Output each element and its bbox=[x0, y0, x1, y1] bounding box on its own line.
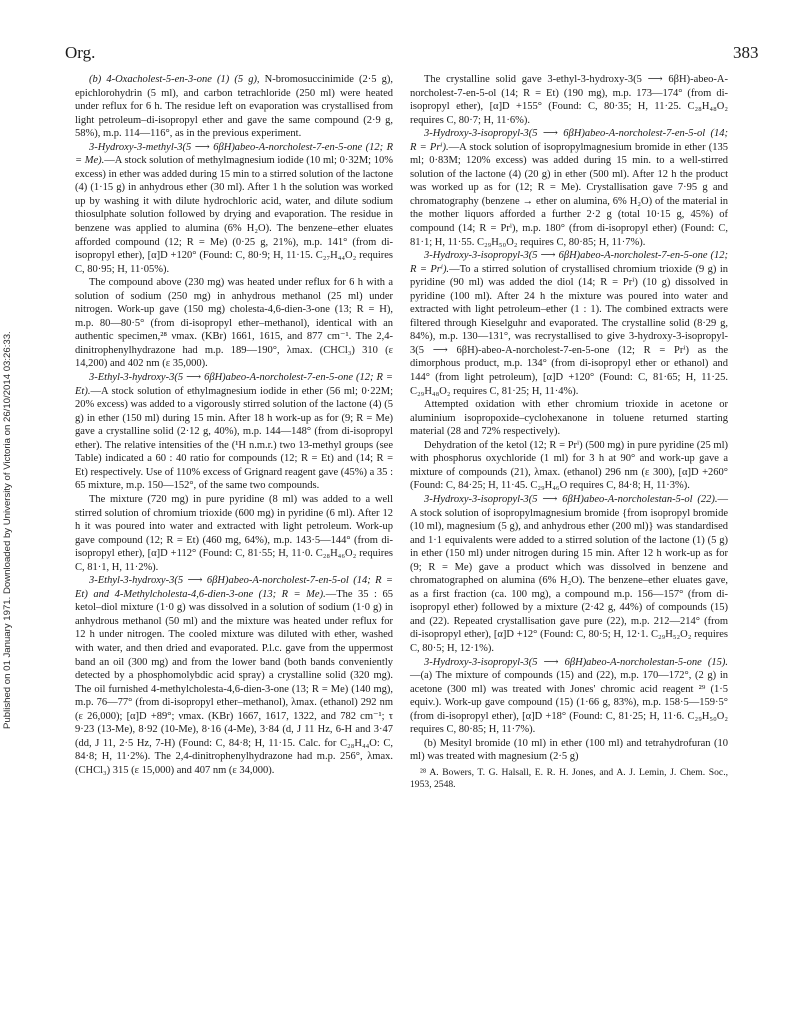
paragraph-text: —The 35 : 65 ketol–diol mixture (1·0 g) was dissolved in a solution of sodium (1·0 g) in anhydrous methanol (50 ml) and the mixture was heated under reflux for 12 h under nitrogen. The cooled mixture was diluted with ether, washed with water, and then dried and evaporated. P.l.c. gave from the uppermost band an oil (300 mg) and from the lower band (both bands conveniently detected by a phosphomolybdic acid spray) a crystalline solid (320 mg). The oil furnished 4-methylcholesta-4,6-dien-3-one (13; R = Me) (140 mg), m.p. 76—77° (from di-isopropyl ether–methanol), λmax. (ethanol) 292 nm (ε 26,000); [α]D +89°; νmax. (KBr) 1667, 1617, 1322, and 782 cm⁻¹; τ 9·23 (13-Me), 8·92 (10-Me), 8·16 (4-Me), 3·84 (d, J 11 Hz, 6-H and 3·47 (dd, J 11, 2·5 Hz, 7-H) (Found: C, 84·8; H, 11·15. Calc. for C₂₈H₄₄O: C, 84·8; H, 11·2%). The 2,4-dinitrophenylhydrazone had m.p. 256°, λmax. (CHCl₃) 315 (ε 15,000) and 407 nm (ε 34,000). bbox=[75, 588, 393, 776]
paragraph-text: —A stock solution of ethylmagnesium iodide in ether (56 ml; 0·22M; 20% excess) was added to a vigorously stirred solution of the lactone (4) (5 g) in ether (150 ml) during 15 min. After 18 h work-up as for (9; R = Me) gave a crystalline solid (2·12 g, 40%), m.p. 144—148° (from di-isopropyl ether). The relative intensities of the (¹H n.m.r.) two 13-methyl groups (see Table) indicated a 60 : 40 ratio for compounds (12; R = Et) and (14; R = Et) respectively. Use of 110% excess of Grignard reagent gave (45%) a 35 : 65 mixture, m.p. 150—152°, of the same two compounds. bbox=[75, 385, 393, 492]
paragraph bbox=[410, 127, 728, 249]
paragraph-text: (b) Mesityl bromide (10 ml) in ether (100 ml) and tetrahydrofuran (10 ml) was treated with magnesium (2·5 g) bbox=[410, 737, 728, 763]
paragraph bbox=[75, 574, 393, 777]
paragraph-heading: 3-Ethyl-3-hydroxy-3(5 ⟶ 6βH)abeo-A-norcholest-7-en-5-ol (14; R = Et) and 4-Methylcholesta-4,6-dien-3-one (13; R = Me). bbox=[75, 575, 393, 600]
paragraph-heading: 3-Hydroxy-3-isopropyl-3(5 ⟶ 6βH)abeo-A-norcholestan-5-ol (22). bbox=[424, 493, 718, 505]
footnote: ²⁸ A. Bowers, T. G. Halsall, E. R. H. Jones, and A. J. Lemin, J. Chem. Soc., 1953, 2548. bbox=[410, 766, 728, 791]
paragraph bbox=[410, 73, 728, 127]
paragraph-text: —To a stirred solution of crystallised chromium trioxide (9 g) in pyridine (90 ml) was added the diol (14; R = Prⁱ) (10 g) dissolved in pyridine (100 ml). After 24 h the mixture was poured into water and extracted with light petroleum–ether (1 : 1). The combined extracts were filtered through Kieselguhr and evaporated. The crystalline solid (8·29 g, 84%), m.p. 130—131°, was recrystallised to give 3-hydroxy-3-isopropyl-3(5 ⟶ 6βH)-abeo-A-norcholest-7-en-5-one (12; R = Prⁱ) as the dimorphous product, m.p. 134° (from di-isopropyl ether or ethanol) and 144° (from light petroleum), [α]D +120° (Found: C, 81·65; H, 11·25. C₂₉H₄₈O₂ requires C, 81·25; H, 11·4%). bbox=[410, 263, 728, 397]
paragraph-text: N-bromosuccinimide (2·5 g), epichlorohydrin (5 ml), and carbon tetrachloride (250 ml) were heated under reflux for 6 h. The residue left on evaporation was crystallised from light petroleum–di-isopropyl ether and gave the same compound (2·9 g, 58%), m.p. 114—116°, as in the previous experiment. bbox=[75, 74, 393, 140]
paragraph bbox=[75, 73, 393, 141]
paragraph bbox=[410, 439, 728, 493]
paragraph bbox=[410, 398, 728, 439]
paragraph-heading: 3-Hydroxy-3-isopropyl-3(5 ⟶ 6βH)abeo-A-norcholest-7-en-5-one (12; R = Prⁱ). bbox=[410, 250, 728, 275]
paragraph bbox=[410, 249, 728, 398]
paragraph-text: The mixture (720 mg) in pure pyridine (8 ml) was added to a well stirred solution of chromium trioxide (600 mg) in pyridine (6 ml). After 12 h it was poured into water and extracted with light petroleum. Work-up gave compound (12; R = Et) (460 mg, 64%), m.p. 143·5—144° (from di-isopropyl ether), [α]D +112° (Found: C, 81·55; H, 11·0. C₂₈H₄₆O₂ requires C, 81·1, H, 11·2%). bbox=[75, 493, 393, 573]
paragraph-heading: 3-Ethyl-3-hydroxy-3(5 ⟶ 6βH)abeo-A-norcholest-7-en-5-one (12; R = Et). bbox=[75, 372, 393, 397]
paragraph-heading: 3-Hydroxy-3-isopropyl-3(5 ⟶ 6βH)abeo-A-norcholestan-5-one (15). bbox=[424, 656, 728, 668]
paragraph-text: Attempted oxidation with ether chromium trioxide in acetone or aluminium isopropoxide–cyclohexanone in toluene returned starting material (28 and 72% respectively). bbox=[410, 399, 728, 438]
page-number: 383 bbox=[733, 43, 759, 62]
paragraph-text: —(a) The mixture of compounds (15) and (22), m.p. 170—172°, (2 g) in acetone (300 ml) was treated with Jones' chromic acid reagent ²⁹ (1·5 equiv.). Work-up gave compound (15) (1·66 g, 83%), m.p. 158·5—159·5° (from di-isopropyl ether), [α]D +18° (Found: C, 81·25; H, 11·6. C₂₉H₅₀O₂ requires C, 80·85; H, 11·7%). bbox=[410, 670, 728, 736]
paragraph-heading: 3-Hydroxy-3-methyl-3(5 ⟶ 6βH)abeo-A-norcholest-7-en-5-one (12; R = Me). bbox=[75, 141, 393, 167]
paragraph-text: —A stock solution of isopropylmagnesium bromide in ether (135 ml; 0·83M; 120% excess) was added during 15 min. to a well-stirred solution of the lactone (4) (20 g) in ether (500 ml). After 12 h the product was worked up as for (12; R = Me). Crystallisation gave 7·95 g and chromatography (benzene → ether on alumina, 6% H₂O) of the material in the mother liquors afforded a further 2·2 g (total 10·15 g, 45%) of compound (14; R = Prⁱ), m.p. 180° (from di-isopropyl ether) (Found: C, 81·1; H, 11·55. C₂₉H₅₀O₂ requires C, 80·85; H, 11·7%). bbox=[410, 141, 729, 248]
download-notice: Published on 01 January 1971. Downloaded by University of Victoria on 26/10/2014 03:26:33. bbox=[2, 331, 13, 729]
left-column bbox=[75, 73, 393, 777]
paragraph-text: Dehydration of the ketol (12; R = Prⁱ) (500 mg) in pure pyridine (25 ml) with phosphorus oxychloride (1 ml) for 3 h at 90° and work-up gave a mixture of compounds (21), λmax. (ethanol) 296 nm (ε 300), [α]D +260° (Found: C, 84·25; H, 11·45. C₂₉H₄₆O requires C, 84·8; H, 11·3%). bbox=[410, 439, 728, 492]
journal-header: Org. bbox=[65, 43, 96, 62]
paragraph bbox=[410, 737, 728, 764]
paragraph-text: The compound above (230 mg) was heated under reflux for 6 h with a solution of sodium (250 mg) in anhydrous methanol (25 ml) under nitrogen. Work-up gave (150 mg) cholesta-4,6-dien-3-one (13; R = H), m.p. 80—80·5° (from di-isopropyl ether–methanol), identical with an authentic specimen,²⁸ νmax. (KBr) 1661, 1615, and 877 cm⁻¹. The 2,4-dinitrophenylhydrazone had m.p. 189—190°, λmax. (CHCl₃) 310 (ε 14,200) and 402 nm (ε 35,000). bbox=[75, 277, 393, 370]
right-column bbox=[410, 73, 728, 792]
paragraph-heading: (b) 4-Oxacholest-5-en-3-one (1) (5 g), bbox=[89, 74, 265, 85]
paragraph-text: —A stock solution of isopropylmagnesium bromide {from isopropyl bromide (10 ml), magnesium (5 g), and anhydrous ether (200 ml)} was standardised and 1·1 equivalents were added to a stirred solution of the lactone (1) (5 g) in ether (150 ml) under nitrogen during 15 min. After 12 h work-up as for (9; R = Me) gave a product which was dissolved in benzene and chromatographed on alumina (6% H₂O). The benzene–ether eluates gave, as a first fraction (ca. 100 mg), a compound m.p. 156—157° (from di-isopropyl ether) followed by a mixture (2·42 g, 44%) of compounds (15) and (22). Repeated crystallisation gave pure (22), m.p. 212—214° (from di-isopropyl ether), [α]D +12° (Found: C, 80·5; H, 12·1. C₂₉H₅₂O₂ requires C, 80·5; H, 12·1%). bbox=[410, 493, 728, 654]
paragraph bbox=[75, 141, 393, 276]
paragraph bbox=[410, 493, 728, 656]
paragraph-heading: 3-Hydroxy-3-isopropyl-3(5 ⟶ 6βH)abeo-A-norcholest-7-en-5-ol (14; R = Prⁱ). bbox=[410, 128, 728, 153]
paragraph bbox=[75, 276, 393, 371]
paragraph-text: —A stock solution of methylmagnesium iodide (10 ml; 0·32M; 10% excess) in ether was added during 15 min to a stirred solution of the lactone (4) (1·15 g) in anhydrous ether (30 ml). After 1 h the solution was worked up by washing it with dilute hydrochloric acid, water, and dilute sodium thiosulphate solution followed by drying and evaporation. The residue in benzene was applied to alumina (6% H₂O). The benzene–ether eluates afforded compound (12; R = Me) (0·25 g, 21%), m.p. 141° (from di-isopropyl ether), [α]D +120° (Found: C, 80·9; H, 11·15. C₂₇H₄₄O₂ requires C, 80·95; H, 11·05%). bbox=[75, 155, 393, 275]
paragraph-text: The crystalline solid gave 3-ethyl-3-hydroxy-3(5 ⟶ 6βH)-abeo-A-norcholest-7-en-5-ol (14; R = Et) (190 mg), m.p. 173—174° (from di-isopropyl ether), [α]D +155° (Found: C, 80·35; H, 11·25. C₂₈H₄₈O₂ requires C, 80·7; H, 11·6%). bbox=[410, 74, 728, 126]
paragraph bbox=[410, 656, 728, 737]
paragraph bbox=[75, 493, 393, 574]
paragraph bbox=[75, 371, 393, 493]
